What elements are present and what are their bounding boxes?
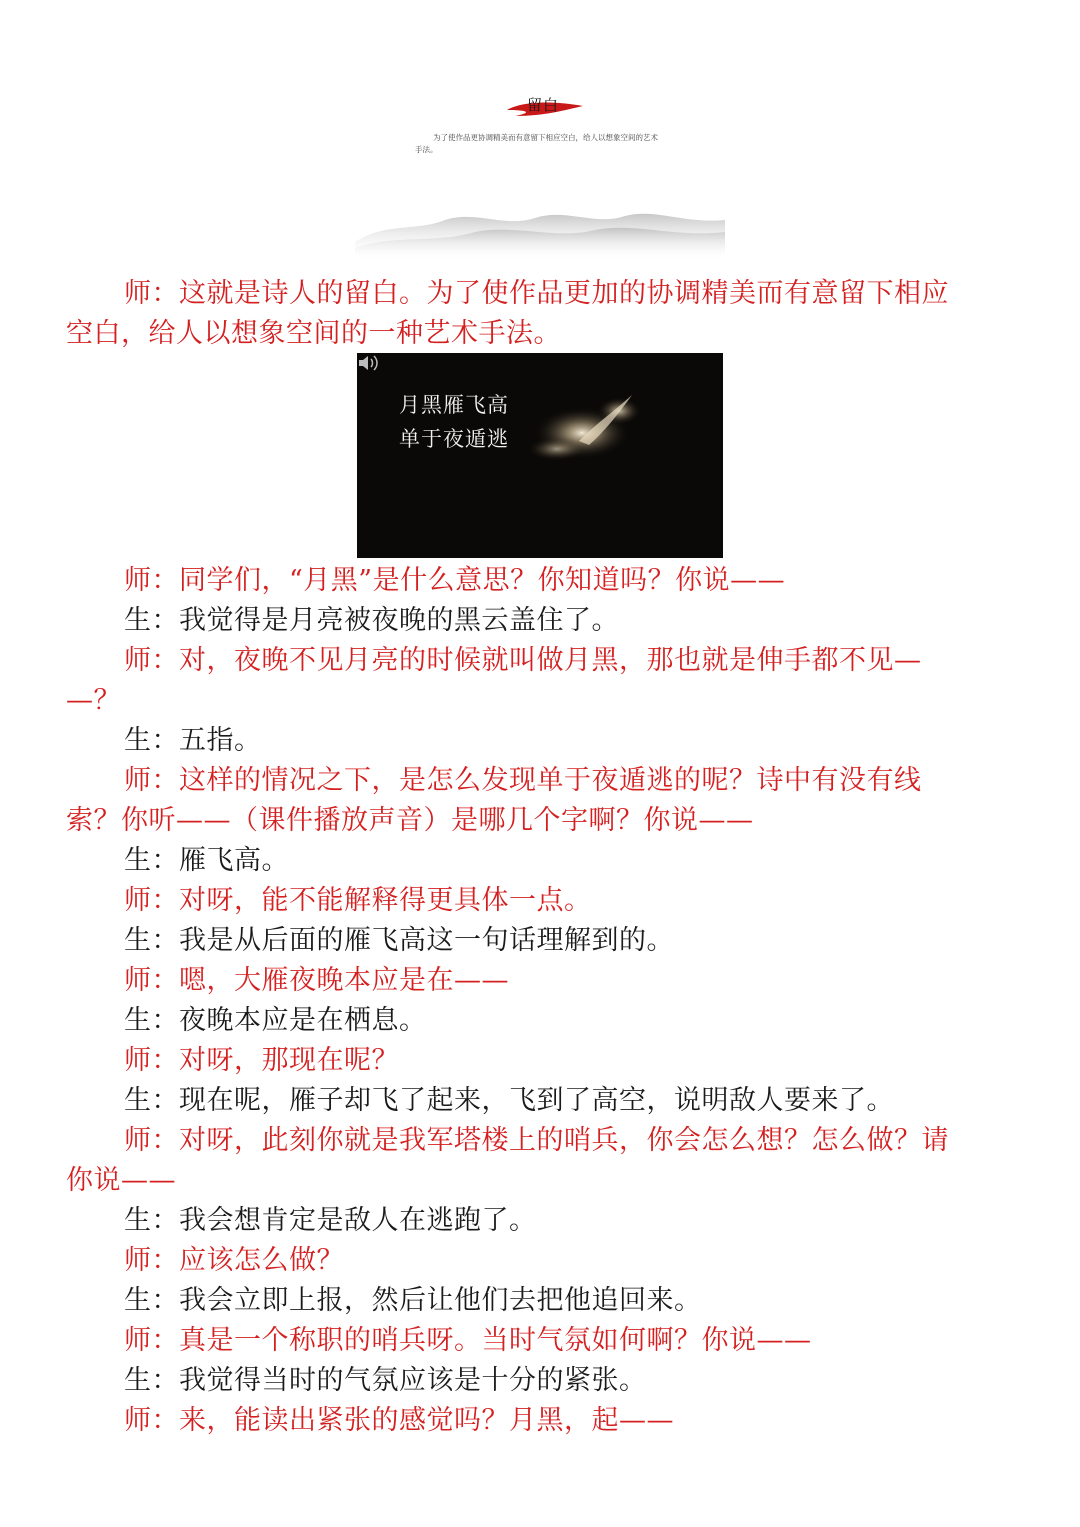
dialogue-teacher: 师：这就是诗人的留白。为了使作品更加的协调精美而有意留下相应 [124, 278, 949, 309]
dialogue-teacher: 师：来，能读出紧张的感觉吗？月黑，起—— [124, 1405, 674, 1436]
dialogue-student: 生：我是从后面的雁飞高这一句话理解到的。 [124, 925, 674, 956]
dialogue-student: 生：雁飞高。 [124, 845, 289, 876]
dialogue-teacher: 师：同学们，“月黑”是什么意思？你知道吗？你说—— [124, 565, 786, 596]
dialogue-student: 生：夜晚本应是在栖息。 [124, 1005, 427, 1036]
header-description: 为了使作品更协调精美而有意留下相应空白，给人以想象空间的艺术手法。 [415, 133, 658, 154]
dialogue-student: 生：我会想肯定是敌人在逃跑了。 [124, 1205, 537, 1236]
dialogue-teacher: 师：应该怎么做？ [124, 1245, 344, 1276]
dialogue-teacher-cont: 你说—— [66, 1165, 176, 1196]
header-slide [355, 92, 725, 260]
dialogue-teacher: 师：真是一个称职的哨兵呀。当时气氛如何啊？你说—— [124, 1325, 812, 1356]
dialogue-student: 生：我觉得是月亮被夜晚的黑云盖住了。 [124, 605, 619, 636]
dialogue-teacher: 师：这样的情况之下，是怎么发现单于夜遁逃的呢？诗中有没有线 [124, 765, 922, 796]
dialogue-student: 生：五指。 [124, 725, 262, 756]
dialogue-teacher: 师：对呀，那现在呢？ [124, 1045, 399, 1076]
dialogue-teacher: 师：对，夜晚不见月亮的时候就叫做月黑，那也就是伸手都不见— [124, 645, 922, 676]
header-title: 留白 [526, 96, 559, 114]
dialogue-teacher: 师：对呀，此刻你就是我军塔楼上的哨兵，你会怎么想？怎么做？请 [124, 1125, 949, 1156]
dialogue-student: 生：我觉得当时的气氛应该是十分的紧张。 [124, 1365, 647, 1396]
dialogue-student: 生：我会立即上报，然后让他们去把他追回来。 [124, 1285, 702, 1316]
dialogue-teacher: 师：嗯，大雁夜晚本应是在—— [124, 965, 509, 996]
dialogue-teacher-cont: 空白，给人以想象空间的一种艺术手法。 [66, 318, 561, 349]
video-still[interactable] [357, 353, 723, 558]
poem-line-1: 月黑雁飞高 [399, 393, 509, 417]
dialogue-teacher-cont: 索？你听——（课件播放声音）是哪几个字啊？你说—— [66, 805, 754, 836]
dialogue-student: 生：现在呢，雁子却飞了起来，飞到了高空，说明敌人要来了。 [124, 1085, 894, 1116]
dialogue-teacher: 师：对呀，能不能解释得更具体一点。 [124, 885, 592, 916]
ink-mountains-decoration [355, 202, 725, 260]
speaker-icon[interactable] [357, 353, 379, 373]
poem-line-2: 单于夜遁逃 [399, 427, 509, 451]
dialogue-teacher-cont: —？ [66, 685, 121, 716]
night-sky-clouds [357, 353, 723, 558]
